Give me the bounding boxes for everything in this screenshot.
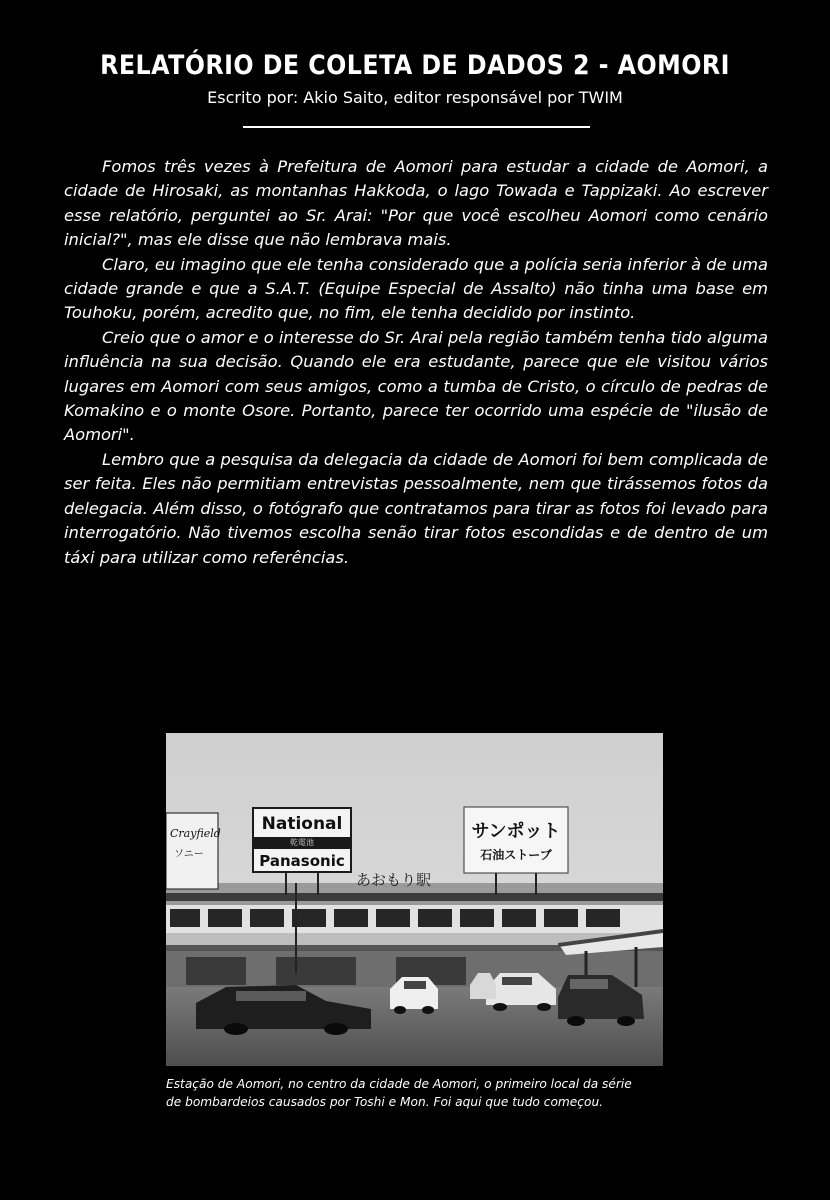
national-kanji: 乾電池 [290,838,314,847]
caption-line: de bombardeios causados por Toshi e Mon. Foi aqui que tudo começou. [166,1095,604,1109]
station-photo [166,733,663,1066]
paragraph: Creio que o amor e o interesse do Sr. Arai pela região também tenha tido alguma influência na sua decisão. Quando ele era estudante, parece que ele visitou vários lugares em Aomori com seus amigos, como a tumba de Cristo, o círculo de pedras de Komakino e o monte Osore. Portanto, parece ter ocorrido uma espécie de "ilusão de Aomori". [64,327,768,445]
byline: Escrito por: Akio Saito, editor responsável por TWIM [207,88,623,107]
paragraph: Lembro que a pesquisa da delegacia da cidade de Aomori foi bem complicada de ser feita. Eles não permitiam entrevistas pessoalmente, nem que tirássemos fotos da delegacia. Além disso, o fotógrafo que contratamos para tirar as fotos foi levado para interrogatório. Não tivemos escolha senão tirar fotos escondidas e de dentro de um táxi para utilizar como referências. [64,449,768,567]
sunpot-sign: サンポット [471,821,561,842]
paragraph: Claro, eu imagino que ele tenha considerado que a polícia seria inferior à de uma cidade grande e que a S.A.T. (Equipe Especial de Assalto) não tinha uma base em Touhoku, porém, acredito que, no fim, ele tenha decidido por instinto. [64,254,768,323]
paragraph: Fomos três vezes à Prefeitura de Aomori para estudar a cidade de Aomori, a cidade de Hirosaki, as montanhas Hakkoda, o lago Towada e Tappizaki. Ao escrever esse relatório, perguntei ao Sr. Arai: "Por que você escolheu Aomori como cenário inicial?", mas ele disse que não lembrava mais. [64,157,768,250]
report-title: RELATÓRIO DE COLETA DE DADOS 2 - AOMORI [100,50,730,81]
photo-caption [166,1075,666,1111]
national-sign: National [261,814,343,834]
caption-line: Estação de Aomori, no centro da cidade de Aomori, o primeiro local da série [166,1077,632,1091]
station-name-sign: あおもり駅 [356,871,432,889]
sunpot-sign-2: 石油ストーブ [480,848,552,862]
left-billboard-text-2: ソニー [174,849,204,860]
report-body [64,155,768,570]
title-divider [243,126,590,128]
left-billboard-text: Crayfield [170,827,221,840]
panasonic-sign: Panasonic [259,852,345,870]
